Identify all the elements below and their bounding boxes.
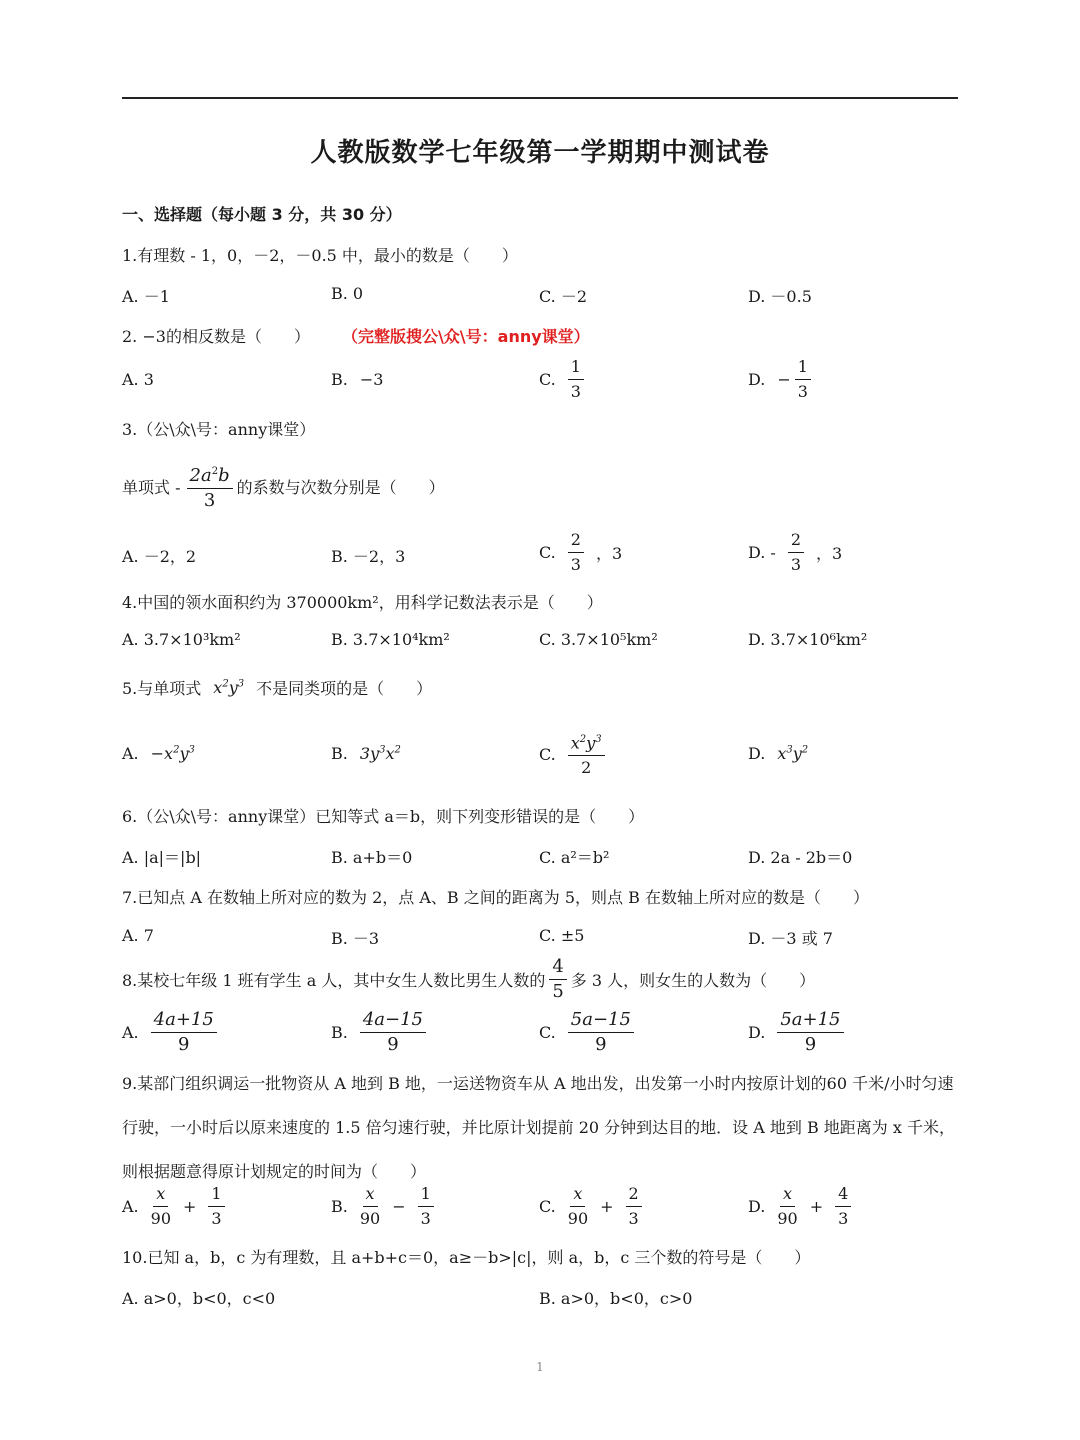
q2-option-a: A. 3	[122, 370, 154, 389]
q2-b-value: −3	[359, 370, 384, 389]
q5-a-label: A.	[122, 744, 139, 763]
denominator: 9	[387, 1034, 399, 1055]
q3-c-label: C.	[539, 543, 556, 562]
q8-a-label: A.	[122, 1023, 139, 1042]
numerator: 5a−15	[568, 1010, 634, 1033]
top-rule	[122, 97, 958, 99]
q2-c-label: C.	[539, 370, 556, 389]
q9-d-label: D.	[748, 1197, 766, 1216]
denominator: 9	[595, 1034, 607, 1055]
question-4: 4.中国的领水面积约为 370000km²，用科学记数法表示是（ ）	[122, 593, 603, 612]
q3-option-b: B. －2，3	[331, 547, 406, 566]
q3-d-tail: ，3	[816, 544, 843, 563]
fraction: $\frac{2a^2b}{3}$	[187, 462, 233, 511]
q9-option-d	[748, 1184, 851, 1229]
q4-option-b: B. 3.7×10⁴km²	[331, 630, 450, 649]
q8-option-b	[331, 1010, 426, 1055]
fraction: $\frac{x}{90}$	[567, 1184, 589, 1228]
question-10: 10.已知 a，b，c 为有理数，且 a+b+c＝0，a≥－b>|c|，则 a，b，c 三个数的符号是（ ）	[122, 1248, 811, 1267]
q3-option-d	[748, 530, 842, 575]
q5-option-b	[331, 744, 401, 763]
question-2	[122, 324, 590, 347]
denominator: 9	[804, 1034, 817, 1055]
q8-option-a	[122, 1010, 217, 1055]
question-9: 9.某部门组织调运一批物资从 A 地到 B 地，一运送物资车从 A 地出发，出发第一小时内按原计划的60 千米/小时匀速行驶，一小时后以原来速度的 1.5 倍匀速行驶，并比原计划提前 20 分钟到达目的地．设 A 地到 B 地距离为 x 千米，则根据题意得原计划规定的时间为（ ）	[122, 1074, 956, 1181]
q5-option-a	[122, 744, 195, 763]
fraction: $\frac{x^2y^3}{2}$	[568, 730, 605, 778]
q10-option-a: A. a>0，b<0，c<0	[122, 1289, 276, 1308]
fraction	[151, 1010, 217, 1055]
q8-b-label: B.	[331, 1023, 348, 1042]
q3-c-tail: ，3	[595, 544, 623, 563]
q9-option-b	[331, 1184, 434, 1229]
q8-option-c	[539, 1010, 634, 1055]
q6-option-c: C. a²＝b²	[539, 848, 610, 867]
q3-stem-post: 的系数与次数分别是（ ）	[236, 478, 445, 497]
q4-option-a: A. 3.7×10³km²	[122, 630, 241, 649]
fraction: $\frac{2}{3}$	[626, 1184, 642, 1229]
q2-option-d	[748, 357, 811, 402]
q9-a-label: A.	[122, 1197, 139, 1216]
q5-b-label: B.	[331, 744, 348, 763]
q7-option-a: A. 7	[122, 926, 154, 945]
q5-d-label: D.	[748, 744, 766, 763]
q2-option-b	[331, 370, 383, 389]
q8-c-label: C.	[539, 1023, 556, 1042]
question-7: 7.已知点 A 在数轴上所对应的数为 2，点 A、B 之间的距离为 5，则点 B 在数轴上所对应的数是（ ）	[122, 888, 869, 907]
fraction	[568, 1010, 634, 1055]
q2-stem: 2. −3的相反数是（ ）	[122, 327, 310, 346]
question-8	[122, 957, 815, 1002]
question-6: 6.（公\众\号：anny课堂）已知等式 a＝b，则下列变形错误的是（ ）	[122, 807, 645, 826]
q5-c-label: C.	[539, 744, 556, 764]
fraction: $\frac{x}{90}$	[359, 1184, 381, 1228]
q7-option-c: C. ±5	[539, 926, 585, 945]
q2-b-label: B.	[331, 370, 348, 389]
page-title: 人教版数学七年级第一学期期中测试卷	[310, 138, 770, 168]
q3-stem-pre: 单项式 -	[122, 478, 181, 497]
question-3-head: 3.（公\众\号：anny课堂）	[122, 420, 316, 439]
fraction: $\frac{4}{5}$	[549, 957, 566, 1002]
q6-option-d: D. 2a - 2b＝0	[748, 848, 853, 867]
section-heading: 一、选择题（每小题 3 分，共 30 分）	[122, 205, 402, 224]
q4-option-c: C. 3.7×10⁵km²	[539, 630, 658, 649]
q9-option-c	[539, 1184, 642, 1229]
q3-option-a: A. －2，2	[122, 547, 197, 566]
q8-stem-post: 多 3 人，则女生的人数为（ ）	[570, 971, 816, 990]
question-1: 1.有理数 - 1，0，－2，－0.5 中，最小的数是（ ）	[122, 246, 518, 265]
minus-sign: −	[777, 370, 791, 389]
expression: $-x^2y^3$	[150, 744, 195, 763]
fraction: $\frac{x}{90}$	[777, 1184, 798, 1228]
q2-d-label: D.	[748, 370, 766, 389]
numerator: 4a+15	[151, 1010, 217, 1033]
fraction	[777, 1010, 843, 1055]
q7-option-b: B. －3	[331, 929, 380, 948]
fraction: $\frac{2}{3}$	[568, 530, 584, 575]
q3-option-c	[539, 530, 622, 575]
q9-c-label: C.	[539, 1197, 556, 1216]
q8-d-label: D.	[748, 1023, 766, 1042]
fraction: $\frac{1}{3}$	[568, 357, 584, 402]
q9-b-label: B.	[331, 1197, 348, 1216]
q5-option-c	[539, 730, 605, 778]
q1-option-a: A. －1	[122, 287, 170, 306]
question-5	[122, 676, 432, 699]
page-number: 1	[536, 1360, 544, 1374]
fraction: $\frac{1}{3}$	[208, 1184, 224, 1229]
plus-sign: +	[809, 1197, 824, 1216]
q8-option-d	[748, 1010, 844, 1055]
q1-option-b: B. 0	[331, 284, 364, 303]
q9-option-a	[122, 1184, 225, 1229]
numerator: 5a+15	[777, 1010, 843, 1033]
q6-option-a: A. |a|＝|b|	[122, 848, 202, 867]
plus-sign: +	[183, 1197, 197, 1216]
expression: $3y^3x^2$	[359, 744, 401, 763]
q5-stem-post: 不是同类项的是（ ）	[256, 679, 433, 698]
fraction: $\frac{1}{3}$	[418, 1184, 434, 1229]
expression: $x^3y^2$	[777, 744, 809, 763]
fraction: $\frac{4}{3}$	[835, 1184, 851, 1229]
q5-option-d	[748, 744, 808, 763]
q5-stem-pre: 5.与单项式	[122, 679, 202, 698]
q2-option-c	[539, 357, 584, 402]
q8-stem-pre: 8.某校七年级 1 班有学生 a 人，其中女生人数比男生人数的	[122, 971, 546, 990]
q6-option-b: B. a+b＝0	[331, 848, 413, 867]
fraction: $\frac{x}{90}$	[150, 1184, 171, 1228]
fraction	[360, 1010, 426, 1055]
q4-option-d: D. 3.7×10⁶km²	[748, 630, 868, 649]
promo-text: （完整版搜公\众\号：anny课堂）	[349, 327, 590, 346]
q1-option-d: D. －0.5	[748, 287, 812, 306]
fraction: $\frac{2}{3}$	[788, 530, 804, 575]
numerator: 4a−15	[360, 1010, 426, 1033]
monomial: $x^2y^3$	[213, 678, 245, 697]
q10-option-b: B. a>0，b<0，c>0	[539, 1289, 693, 1308]
q1-option-c: C. －2	[539, 287, 588, 306]
q3-d-label: D. -	[748, 543, 776, 562]
fraction: $\frac{1}{3}$	[795, 357, 811, 402]
q7-option-d: D. －3 或 7	[748, 929, 833, 948]
minus-sign: −	[392, 1197, 406, 1216]
plus-sign: +	[600, 1197, 614, 1216]
denominator: 9	[178, 1034, 190, 1055]
question-3	[122, 462, 445, 511]
